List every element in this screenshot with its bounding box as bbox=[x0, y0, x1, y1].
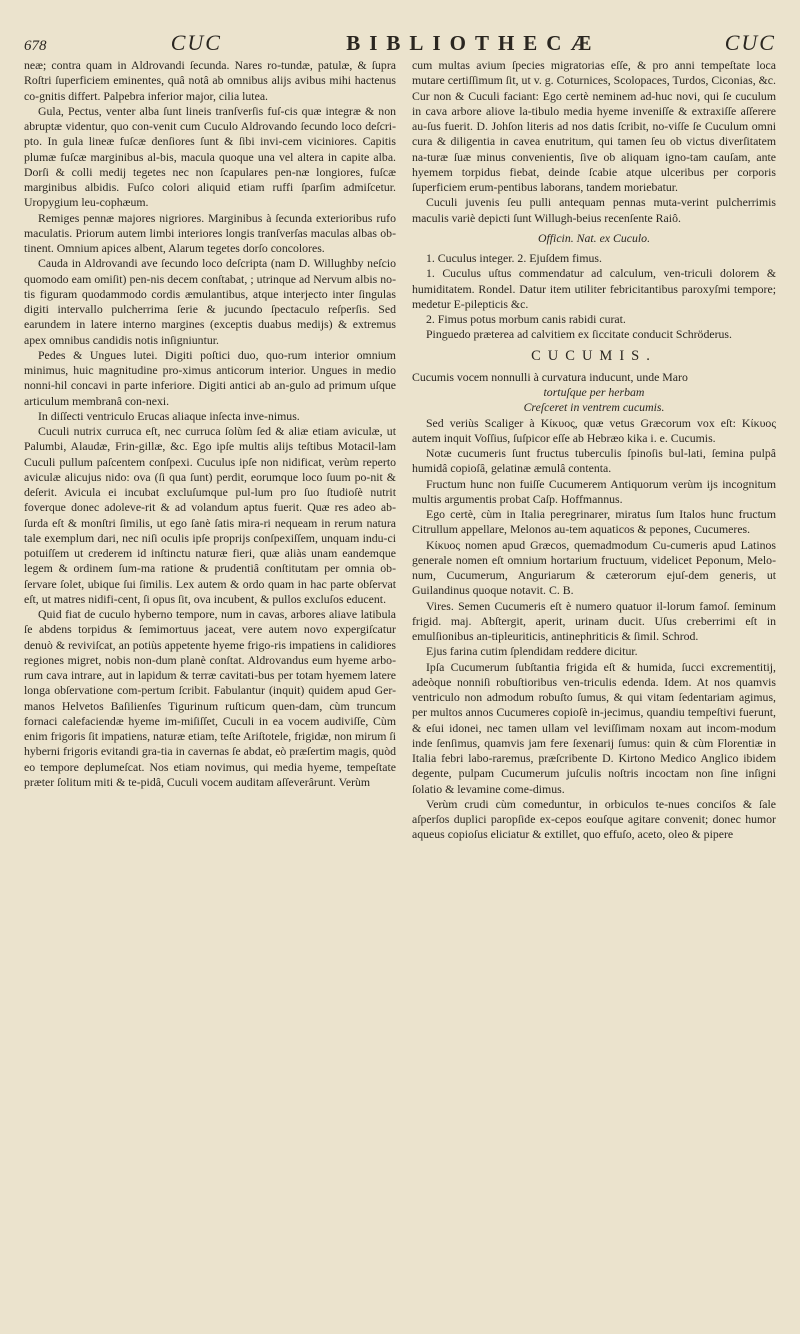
paragraph: Pinguedo præterea ad calvitiem ex ſiccitate conducit Schröderus. bbox=[426, 327, 732, 342]
paragraph: Cuculi nutrix curruca eſt, nec curruca ſolùm ſed & aliæ etiam aviculæ, ut Palumbi, Alaudæ, Frin-gillæ, &c. Ego ipſe multis alijs teſtibus Motacil-lam Cuculi pullum paſcentem conſpexi. Cuculus ipſe non nidificat, verùm reperto aviculæ alicujus nido: ova (ſi qua ſunt) perdit, eorumque loco ſuum po-nit & deſerit. Avicula ei incubat excluſumque pul-lum pro ſuo ſtudioſè nutrit foverque donec adoleve-rit & ad volandum aptus fuerit. Quæ res adeo ab-ſurda eſt & monſtri ſimilis, ut ego ſanè ſatis mira-ri nequeam in rerum natura tale exemplum dari, nec niſi oculis ipſe proprijs conſpexiſſem, unquam indu-ci potuiſſem ut crederem id inſtinctu naturæ fieri, quæ aliàs unam eandemque legem & ordinem ſum-ma ratione & prudentiâ conſtitutam per omnia ob-ſervare ſolet, ubique ſui ſimilis. Lex autem & ordo quam in hac parte obſervat eſt, ut matres nidifi-cent, ſi opus ſit, ova incubent, & pullos excluſos educent. bbox=[24, 424, 396, 606]
paragraph: Quid fiat de cuculo hyberno tempore, num in cavas, arbores aliave latibula ſe abdens torpidus & ſemimortuus jaceat, vere autem novo expergiſcatur denuò & reviviſcat, an potiùs appetente hyeme frigo-ris impatiens in calidiores regiones migret, nobis non-dum planè conſtat. Aldrovandus eum hyeme arbo-rum cava intrare, aut in lapidum & terræ cavitati-bus per totam hyemem latere longa obſervatione com-pertum ſcribit. Fabulantur (inquit) quidem apud Ger-manos Helvetos Baſilienſes Tigurinum ruſticum quen-dam, cùm truncum fornaci calefaciendæ hyeme im-miſiſſet, Cuculi in ea vocem audiviſſe, Cùm enim frigoris ſit impatiens, naturæ etiam, teſte Ariſtotele, frigidæ, non mirum ſi hyberni frigoris evitandi gra-tia in cavernas ſe abdat, eò præſertim magis, quòd eo tempore deplumeſcat. Nos etiam novimus, qui media hyeme, tempeſtate præter ſolitum miti & te-pidâ, Cuculi vocem auditam aſſeverârunt. Verùm bbox=[24, 607, 396, 789]
officin-heading: Officin. Nat. ex Cuculo. bbox=[537, 230, 651, 245]
paragraph: neæ; contra quam in Aldrovandi ſecunda. Nares ro-tundæ, patulæ, & ſupra Roſtri ſuperficiem eminentes, quâ notâ ab omnibus alijs avibus mihi hactenus co-gnitis differt. Palpebra inferior major, cilia lutea. bbox=[24, 58, 396, 103]
paragraph: Κίκυος nomen apud Græcos, quemadmodum Cu-cumeris apud Latinos generale nomen eſt omnium hortarium fructuum, videlicet Peponum, Melo-num, Cucumerum, Anguriarum & cæterorum ejuſ-dem generis, ut Guilandinus quoque notavit. C. B. bbox=[412, 537, 776, 598]
paragraph: Remiges pennæ majores nigriores. Marginibus à ſecunda exterioribus rufo maculatis. Priorum autem limbi interiores longis tranſverſas maculas albas ob-tinent. Omnium apices albent, Alarum tegetes dorſo concolores. bbox=[24, 210, 396, 255]
paragraph: In diſſecti ventriculo Erucas aliaque inſecta inve-nimus. bbox=[38, 408, 300, 423]
paragraph: cum multas avium ſpecies migratorias eſſe, & pro anni tempeſtate loca mutare certiſſimum ſit, ut v. g. Coturnices, Scolopaces, Turdos, Ciconias, &c. Cur non & Cuculi faciant: Ego certè neminem ad-huc novi, qui ſe cuculum in cava arbore aliove la-tibulo media hyeme inveniſſe & extraxiſſe aſſerere au-ſus fuerit. D. Johſon literis ad nos datis ſcribit, no-viſſe ſe Cuculum omni cura & diligentia in cavea enutritum, qui tamen ſeu ob victus diverſitatem na-turæ ſuæ minus convenientis, ſive ob aliquam igno-tam cauſam, ante hyemem torpidus fiebat, deinde ſcabie atque ulceribus per corporis ſuperficiem erum-pentibus laborans, tandem moriebatur. bbox=[412, 58, 776, 194]
paragraph: 2. Fimus potus morbum canis rabidi curat. bbox=[426, 312, 626, 326]
paragraph: Gula, Pectus, venter alba ſunt lineis tranſverſis fuſ-cis quæ integræ & non abruptæ videntur, quo con-venit cum Cuculo Aldrovando ſecundo loco deſcri-pto. In gula lineæ fuſcæ denſiores ſunt & ſibi invi-cem viciniores. Capitis plumæ fuſcæ marginibus al-bis, macula quoque una vel altera in capite alba. Dorſi & colli medij tegetes nec non ſcapulares pen-næ longiores, fuſcæ marginibus albidis. Fuſco colori aliquid etiam ruffi ſparſim admiſcetur. Uropygium leu-cophæum. bbox=[24, 103, 396, 210]
right-running-keyword: CUC bbox=[724, 30, 776, 55]
paragraph: 1. Cuculus integer. 2. Ejuſdem fimus. bbox=[426, 251, 602, 265]
verse-line: Creſceret in ventrem cucumis. bbox=[523, 400, 665, 415]
left-running-keyword: CUC bbox=[170, 30, 222, 55]
paragraph: Fructum hunc non fuiſſe Cucumerem Antiquorum verùm ijs incognitum multis argumentis probat Caſp. Hoffmannus. bbox=[412, 476, 776, 506]
paragraph: Verùm crudi cùm comeduntur, in orbiculos te-nues conciſos & ſale aſperſos duplici paropſide ex-cepos eouſque agitare convenit; donec humor aqueus copioſus eliciatur & extillet, quo effuſo, aceto, oleo & pipere bbox=[412, 796, 776, 842]
paragraph: Cauda in Aldrovandi ave ſecundo loco deſcripta (nam D. Willughby neſcio quomodo eam omiſit) pen-nis decem conſtabat, ; utrinque ad Nervum albis no-tis figuram quodammodo cordis æmulantibus, atque interjecto inter ſingulas digiti intervallo pulcherrima ſerie & jucundo ſpectaculo reſperſis. Sed earundem in latere interno margines (exceptis duabus medijs) & extremus apex omnibus candidis notis inſigniuntur. bbox=[24, 256, 396, 347]
right-column bbox=[412, 58, 776, 1323]
paragraph: 1. Cuculus uſtus commendatur ad calculum, ven-triculi dolorem & humiditatem. Rondel. Datur item utiliter febricitantibus paroxyſmi tempore; medetur E-pilepticis &c. bbox=[412, 266, 776, 311]
paragraph: Ego certè, cùm in Italia peregrinarer, miratus ſum Italos hunc fructum Citrullum appellare, Melonos au-tem aquaticos & pepones, Cucumeres. bbox=[412, 507, 776, 537]
paragraph: Sed veriùs Scaliger à Κίκυος, quæ vetus Græcorum vox eſt: Κίκυος autem inquit Voſſius, ſuſpicor eſſe ab Hebræo kika i. e. Cucumis. bbox=[412, 415, 776, 445]
paragraph: Cuculi juvenis ſeu pulli antequam pennas muta-verint pulcherrimis maculis variè depicti ſunt Willugh-beius recenſente Raiô. bbox=[412, 195, 776, 225]
section-title: CUCUMIS. bbox=[531, 347, 657, 364]
paragraph: Cucumis vocem nonnulli à curvatura inducunt, unde Maro bbox=[412, 369, 688, 384]
left-column bbox=[24, 58, 396, 1323]
page-header bbox=[24, 30, 776, 58]
paragraph: Ipſa Cucumerum ſubſtantia frigida eſt & humida, ſucci excrementitij, adeòque nonniſi robuſtioribus ven-triculis edenda. Idem. At nos quamvis ventriculo non admodum robuſto ſumus, & qui vitam ſedentariam agimus, per multos annos Cucumeres copioſè in-jecimus, quandiu tempeſtivi fuerunt, & eſui idonei, nec tamen ullam vel leviſſimam noxam aut incom-modum inde ſenſimus, quamvis jam fere ſexenarij ſumus: quin & cùm Florentiæ in Italia febri labo-raremus, præſcribente D. Kirtono Medico Anglico ibidem degente, pulpam Cucumerum juſculis noſtris incoctam non ſine inſigni ſolatio & levamine come-dimus. bbox=[412, 659, 776, 796]
page-number: 678 bbox=[24, 38, 47, 54]
running-title: BIBLIOTHECÆ bbox=[346, 31, 601, 55]
paragraph: Ejus farina cutim ſplendidam reddere dicitur. bbox=[426, 644, 638, 659]
verse-line: tortuſque per herbam bbox=[543, 385, 645, 399]
paragraph: Notæ cucumeris ſunt fructus tuberculis ſpinoſis bul-lati, ſemina pulpâ humidâ copioſâ, gelatinæ æmulâ contenta. bbox=[412, 446, 776, 476]
paragraph: Pedes & Ungues lutei. Digiti poſtici duo, quo-rum interior omnium minimus, huic magnitudine pro-ximus anticorum interior. Ungues in medio nonni-hil concavi in parte inferiore. Digiti antici ab an-gulo ad primum uſque articulum membranâ con-nexi. bbox=[24, 347, 396, 408]
paragraph: Vires. Semen Cucumeris eſt è numero quatuor il-lorum famoſ. ſeminum frigid. maj. Abſtergit, aperit, urinam ducit. Uſus creberrimi eſt in emulſionibus an-tipleuriticis, antinephriticis & ſimil. Schrod. bbox=[412, 598, 776, 643]
